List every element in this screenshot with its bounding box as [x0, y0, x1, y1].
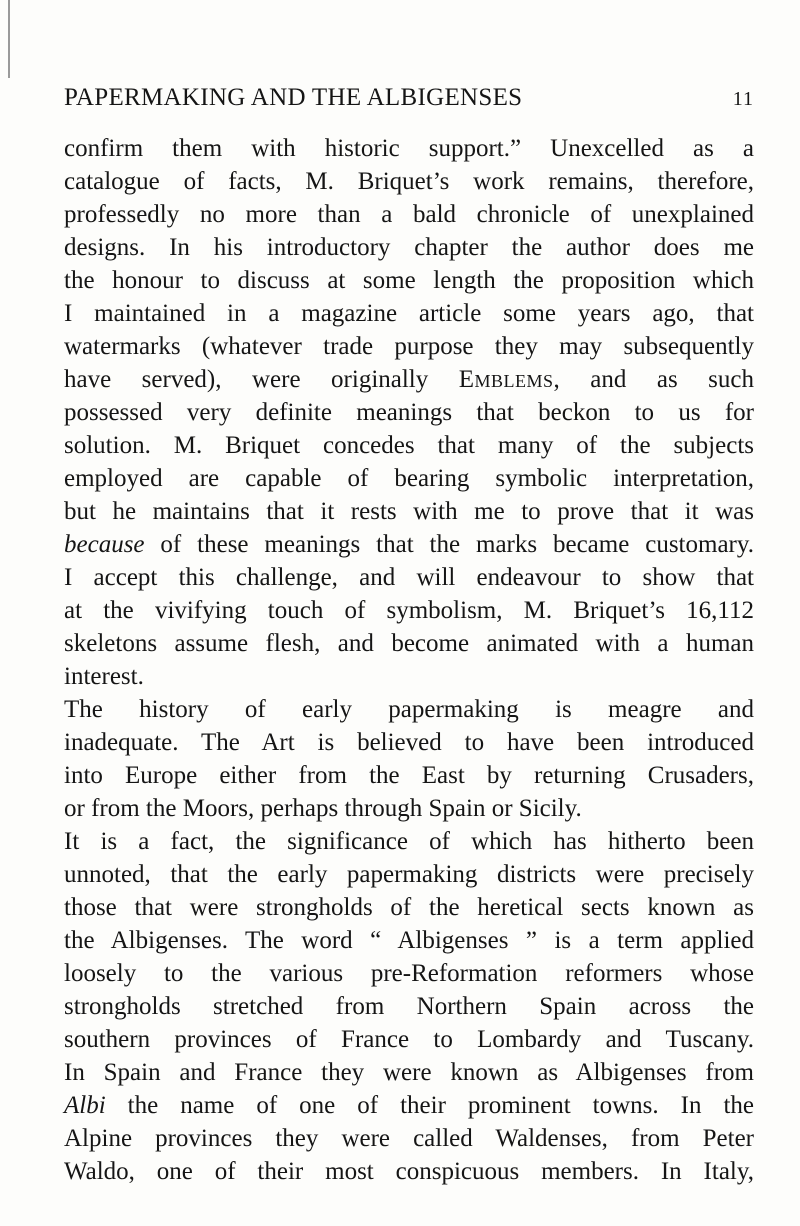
text-line: into Europe either from the East by returning Crusaders,: [64, 762, 754, 789]
running-head: [64, 84, 754, 124]
running-title: PAPERMAKING AND THE ALBIGENSES: [64, 84, 523, 111]
text-line: [64, 528, 754, 561]
text-line: strongholds stretched from Northern Spain across the: [64, 993, 754, 1020]
body-text: [64, 132, 754, 1188]
text-line: those that were strongholds of the heretical sects known as: [64, 894, 754, 921]
text-line: skeletons assume flesh, and become animated with a human: [64, 630, 754, 657]
text-line: In Spain and France they were known as Albigenses from: [64, 1059, 754, 1086]
text-line: The history of early papermaking is meagre and: [64, 696, 754, 723]
text-line: loosely to the various pre-Reformation reformers whose: [64, 960, 754, 987]
text-line: professedly no more than a bald chronicle of unexplained: [64, 201, 754, 228]
text-span: of these meanings that the marks became customary.: [144, 531, 754, 558]
text-line: the Albigenses. The word “ Albigenses ” is a term applied: [64, 927, 754, 954]
text-line: the honour to discuss at some length the proposition which: [64, 267, 754, 294]
text-line: [64, 1089, 754, 1122]
text-line: designs. In his introductory chapter the author does me: [64, 234, 754, 261]
text-line: inadequate. The Art is believed to have been introduced: [64, 729, 754, 756]
text-line: Waldo, one of their most conspicuous members. In Italy,: [64, 1158, 754, 1185]
text-line: but he maintains that it rests with me to prove that it was: [64, 498, 754, 525]
text-line: unnoted, that the early papermaking districts were precisely: [64, 861, 754, 888]
text-span: have served), were originally: [64, 366, 459, 393]
italic-albi: Albi: [64, 1092, 106, 1119]
text-line: confirm them with historic support.” Unexcelled as a: [64, 135, 754, 162]
page-number: 11: [732, 88, 754, 110]
emblems-term: Emblems: [458, 366, 554, 393]
book-page: [64, 84, 754, 1188]
text-line: watermarks (whatever trade purpose they may subsequently: [64, 333, 754, 360]
text-line: solution. M. Briquet concedes that many of the subjects: [64, 432, 754, 459]
text-line: [64, 363, 754, 396]
text-line: It is a fact, the significance of which has hitherto been: [64, 828, 754, 855]
italic-because: because: [64, 531, 145, 558]
text-line: I maintained in a magazine article some years ago, that: [64, 300, 754, 327]
text-line: at the vivifying touch of symbolism, M. Briquet’s 16,112: [64, 597, 754, 624]
text-line: Alpine provinces they were called Waldenses, from Peter: [64, 1125, 754, 1152]
text-line: or from the Moors, perhaps through Spain or Sicily.: [64, 795, 582, 822]
page-edge-mark: [0, 0, 10, 78]
text-line: possessed very definite meanings that beckon to us for: [64, 399, 754, 426]
text-line: employed are capable of bearing symbolic interpretation,: [64, 465, 754, 492]
text-line: I accept this challenge, and will endeavour to show that: [64, 564, 754, 591]
text-span: the name of one of their prominent towns. In the: [105, 1092, 754, 1119]
text-line: southern provinces of France to Lombardy and Tuscany.: [64, 1026, 754, 1053]
text-span: , and as such: [553, 366, 755, 393]
text-line: catalogue of facts, M. Briquet’s work remains, therefore,: [64, 168, 754, 195]
text-line: interest.: [64, 663, 144, 690]
